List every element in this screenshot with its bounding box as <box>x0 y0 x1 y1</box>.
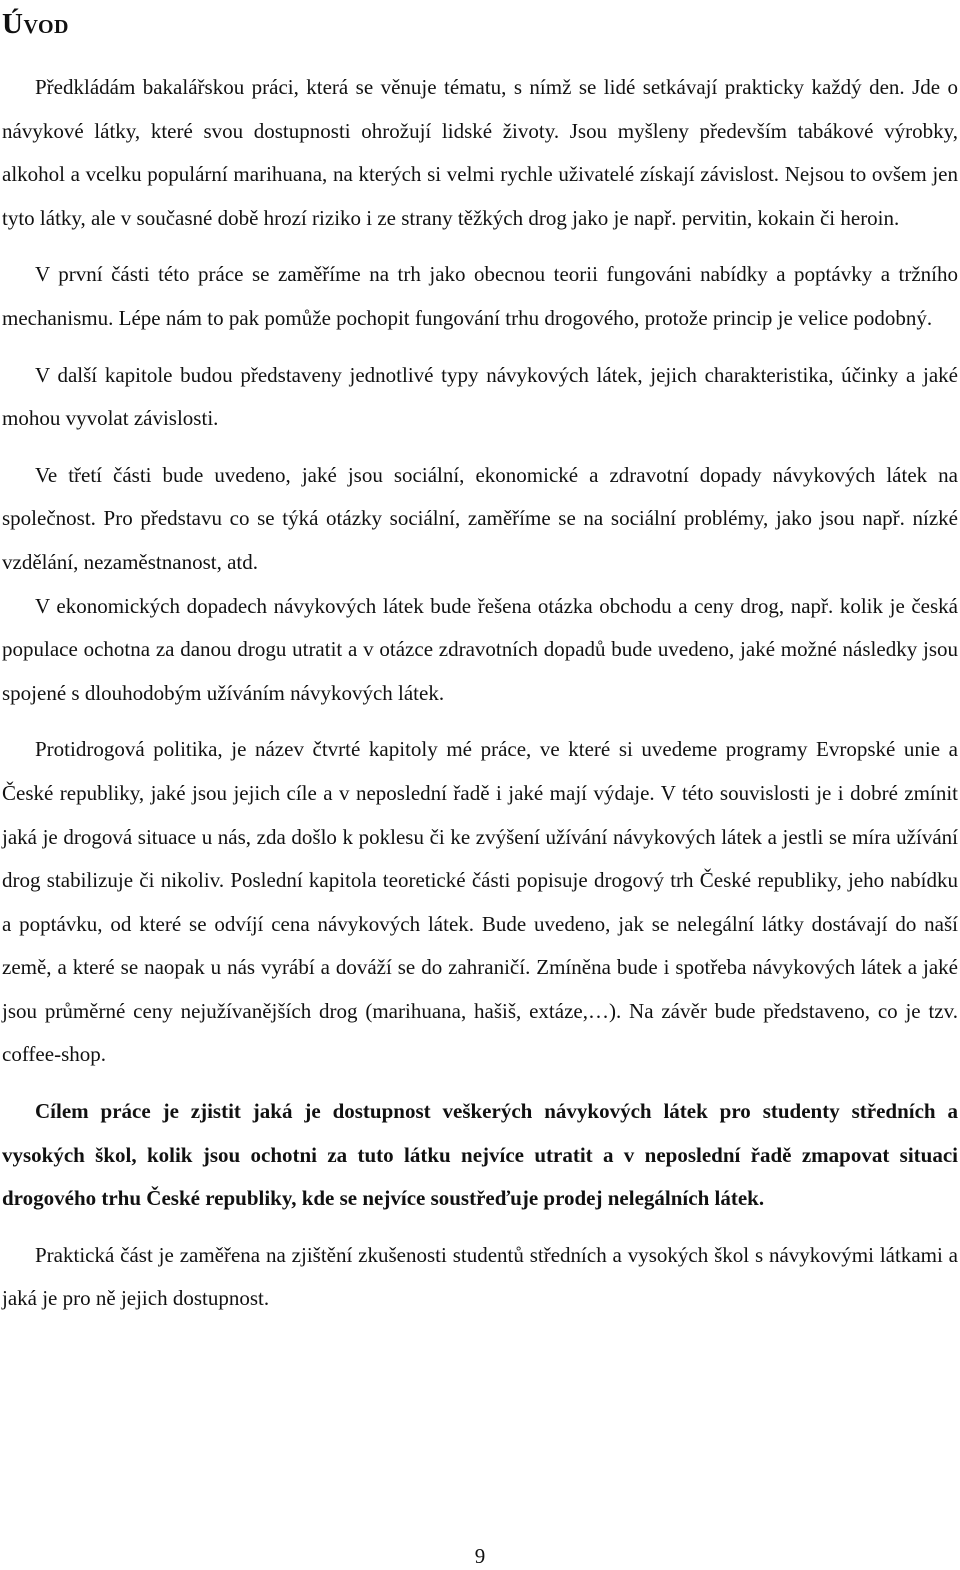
paragraph-goal: Cílem práce je zjistit jaká je dostupnost veškerých návykových látek pro studenty středních a vysokých škol, kolik jsou ochotni za tuto látku nejvíce utratit a v neposlední řadě zmapovat situaci drogového trhu České republiky, kde se nejvíce soustřeďuje prodej nelegálních látek. <box>2 1099 958 1211</box>
paragraph-third-part: Ve třetí části bude uvedeno, jaké jsou sociální, ekonomické a zdravotní dopady návykových látek na společnost. Pro představu co se týká otázky sociální, zaměříme se na sociální problémy, jako jsou např. nízké vzdělání, nezaměstnanost, atd. <box>2 462 958 574</box>
paragraph-introduction: Předkládám bakalářskou práci, která se věnuje tématu, s nímž se lidé setkávají prakticky každý den. Jde o návykové látky, které svou dostupnosti ohrožují lidské životy. Jsou myšleny především tabákové výrobky, alkohol a vcelku populární marihuana, na kterých si velmi rychle uživatelé získají závislost. Nejsou to ovšem jen tyto látky, ale v současné době hrozí riziko i ze strany těžkých drog jako je např. pervitin, kokain či heroin. <box>2 75 958 230</box>
paragraph-first-part: V první části této práce se zaměříme na trh jako obecnou teorii fungováni nabídky a poptávky a tržního mechanismu. Lépe nám to pak pomůže pochopit fungování trhu drogového, protože princip je velice podobný. <box>2 262 958 330</box>
paragraph-drug-policy: Protidrogová politika, je název čtvrté kapitoly mé práce, ve které si uvedeme programy Evropské unie a České republiky, jaké jsou jejich cíle a v neposlední řadě i jaké mají výdaje. V této souvislosti je i dobré zmínit jaká je drogová situace u nás, zda došlo k poklesu či ke zvýšení užívání návykových látek a jestli se míra užívání drog stabilizuje či nikoliv. Poslední kapitola teoretické části popisuje drogový trh České republiky, jeho nabídku a poptávku, od které se odvíjí cena návykových látek. Bude uvedeno, jak se nelegální látky dostávají do naší země, a které se naopak u nás vyrábí a dováží se do zahraničí. Zmíněna bude i spotřeba návykových látek a jaké jsou průměrné ceny nejužívanějších drog (marihuana, hašiš, extáze,…). Na závěr bude představeno, co je tzv. coffee-shop. <box>2 737 958 1067</box>
paragraph-economic-impacts: V ekonomických dopadech návykových látek bude řešena otázka obchodu a ceny drog, např. kolik je česká populace ochotna za danou drogu utratit a v otázce zdravotních dopadů bude uvedeno, jaké možné následky jsou spojené s dlouhodobým užíváním návykových látek. <box>2 593 958 705</box>
page-number: 9 <box>474 1544 486 1568</box>
body-text <box>2 66 958 1321</box>
paragraph-practical-part: Praktická část je zaměřena na zjištění zkušenosti studentů středních a vysokých škol s návykovými látkami a jaká je pro ně jejich dostupnost. <box>2 1242 958 1311</box>
chapter-heading: Úvod <box>2 8 69 40</box>
paragraph-second-chapter: V další kapitole budou představeny jednotlivé typy návykových látek, jejich charakteristika, účinky a jaké mohou vyvolat závislosti. <box>2 362 958 431</box>
